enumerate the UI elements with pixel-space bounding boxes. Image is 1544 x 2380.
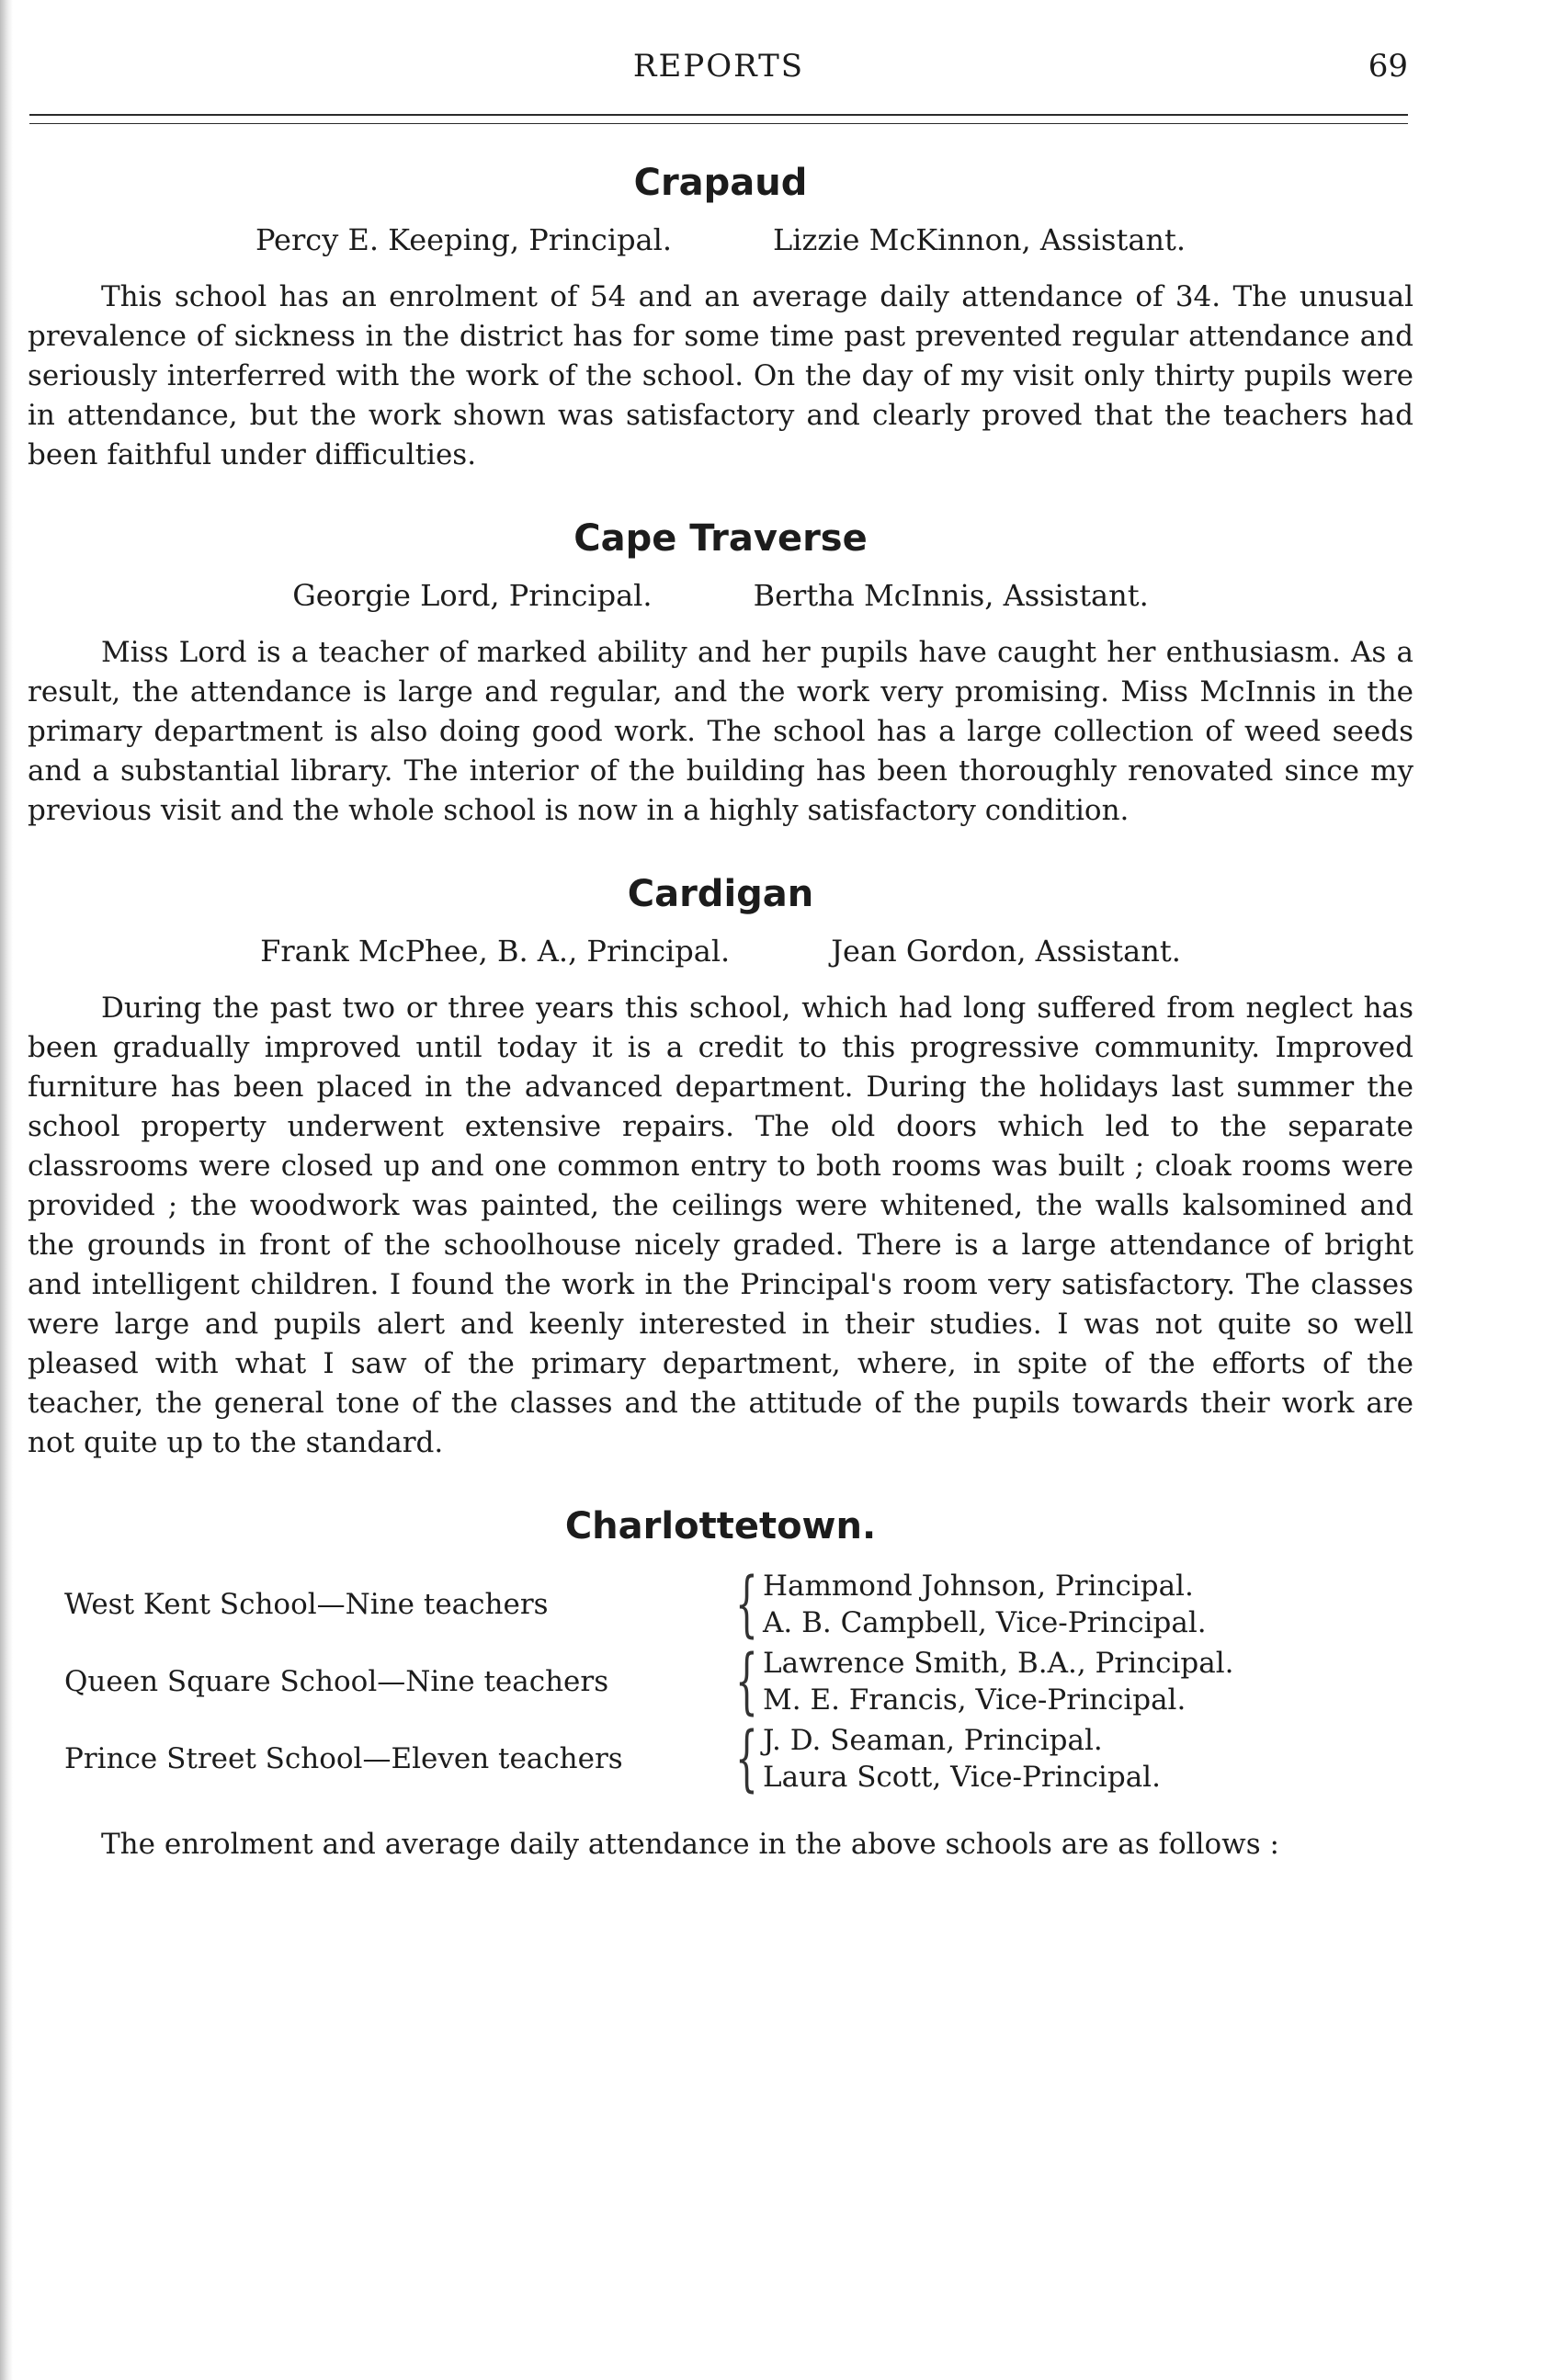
page-edge-shadow [0,0,13,2380]
school-row [64,1563,1351,1646]
staff-line [28,578,1413,613]
brace-glyph: { [735,1563,758,1646]
staff-line [28,934,1413,969]
staff-line [28,222,1413,257]
section-title: Cardigan [627,873,814,915]
header-rule [29,114,1408,116]
school-row [64,1717,1351,1800]
running-head: REPORTS [632,48,805,85]
section-crapaud [28,162,1413,475]
section-charlottetown [28,1505,1413,1864]
principal-name: J. D. Seaman, Principal. [763,1724,1103,1757]
brace-glyph: { [735,1717,758,1800]
vice-principal-name: Laura Scott, Vice-Principal. [763,1761,1161,1794]
principal-name: Frank McPhee, B. A., Principal. [260,934,731,969]
school-officials [763,1645,1233,1718]
school-name: West Kent School—Nine teachers [64,1588,549,1621]
principal-name: Lawrence Smith, B.A., Principal. [763,1647,1234,1680]
assistant-name: Bertha McInnis, Assistant. [753,578,1149,613]
closing-paragraph: The enrolment and average daily attendance in the above schools are as follows : [101,1828,1279,1861]
report-paragraph: This school has an enrolment of 54 and an average daily attendance of 34. The unusual prevalence of sickness in the district has for some time past prevented regular attendance and seriously interferred with the work of the school. On the day of my visit only thirty pupils were in attendance, but the work shown was satisfactory and clearly proved that the teachers had been faithful under difficulties. [28,280,1413,471]
section-title: Charlottetown. [564,1505,877,1547]
report-paragraph: During the past two or three years this school, which had long suffered from neglect has been gradually improved until today it is a credit to this progressive community. Improved furniture has been placed in the advanced department. During the holidays last summer the school property underwent extensive repairs. The old doors which led to the separate classrooms were closed up and one common entry to both rooms was built ; cloak rooms were provided ; the woodwork was painted, the ceilings were whitened, the walls kalsomined and the grounds in front of the schoolhouse nicely graded. There is a large attendance of bright and intelligent children. I found the work in the Principal's room very satisfactory. The classes were large and pupils alert and keenly interested in their studies. I was not quite so well pleased with what I saw of the primary department, where, in spite of the efforts of the teacher, the general tone of the classes and the attitude of the pupils towards their work are not quite up to the standard. [28,992,1413,1459]
principal-name: Hammond Johnson, Principal. [763,1570,1194,1603]
assistant-name: Jean Gordon, Assistant. [831,934,1181,969]
school-name: Queen Square School—Nine teachers [64,1665,609,1698]
report-paragraph: Miss Lord is a teacher of marked ability and her pupils have caught her enthusiasm. As a result, the attendance is large and regular, and the work very promising. Miss McInnis in the primary department is also doing good work. The school has a large collection of weed seeds and a substantial library. The interior of the building has been thoroughly renovated since my previous visit and the whole school is now in a highly satisfactory condition. [28,636,1413,827]
assistant-name: Lizzie McKinnon, Assistant. [773,222,1186,257]
brace-glyph: { [735,1640,758,1723]
page-header [29,48,1408,88]
vice-principal-name: M. E. Francis, Vice-Principal. [763,1683,1186,1717]
school-list [64,1563,1351,1800]
vice-principal-name: A. B. Campbell, Vice-Principal. [763,1606,1207,1639]
principal-name: Percy E. Keeping, Principal. [255,222,673,257]
section-title: Cape Traverse [573,517,868,560]
principal-name: Georgie Lord, Principal. [292,578,653,613]
school-officials [763,1568,1207,1641]
school-officials [763,1722,1161,1796]
section-cardigan [28,873,1413,1463]
header-rule-thin [29,123,1408,124]
section-title: Crapaud [633,162,808,204]
school-name: Prince Street School—Eleven teachers [64,1742,623,1775]
page-number: 69 [1368,48,1408,85]
section-cape-traverse [28,517,1413,831]
school-row [64,1640,1351,1723]
page-body [28,162,1413,1907]
